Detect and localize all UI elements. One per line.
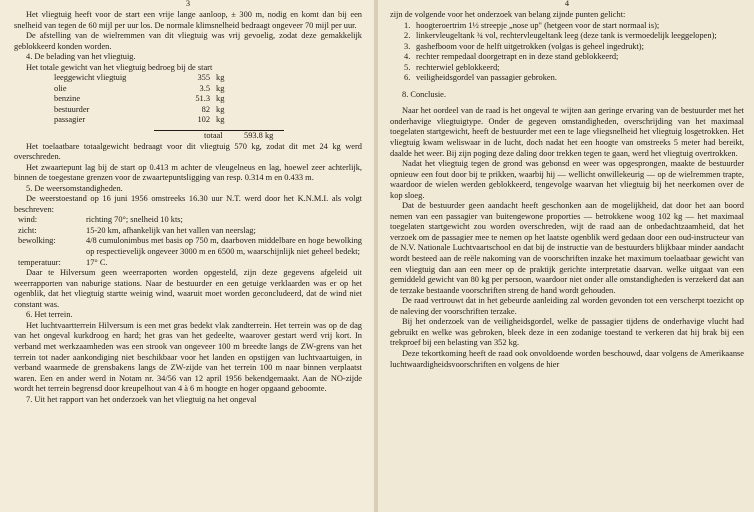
section-heading-4: 4. De belading van het vliegtuig. — [26, 52, 136, 62]
weight-value: 82 — [201, 104, 210, 114]
list-text: veiligheidsgordel van passagier gebroken. — [416, 73, 557, 83]
list-number: 3. — [404, 41, 411, 51]
paragraph: zijn de volgende voor het onderzoek van belang zijnde punten gelicht: — [390, 10, 626, 19]
paragraph: Dat de bestuurder geen aandacht heeft geschonken aan de mogelijkheid, dat door het aan boord nemen van een passagier van buitengewone proporties — betrokkene woog 102 kg — het maximaal toegelaten startgewicht zou worden overschreden, wijt de raad aan de onbedachtzaamheid, dat het verzoek om de passagier mee te nemen op het laatste ogenblik werd gedaan door een oud-instructeur van de N.V. Nationale Luchtvaartschool en dat bij de instructie van de bestuurders blijkbaar minder aandacht wordt besteed aan de reële nakoming van de voorschriften inzake het maximum toelaatbaar gewicht van een vliegtuig dan aan een meer op de praktijk gerichte interpretatie daarvan. welke uitgaat van een gemiddeld gewicht van 80 kg per persoon, waardoor niet onder alle omstandigheden is verzekerd dat aan de terzake bestaande voorschriften streng de hand wordt gehouden. — [390, 201, 744, 295]
list-text: hoogteroertrim 1½ streepje „nose up" (hetgeen voor de start normaal is); — [416, 20, 660, 30]
list-item — [390, 31, 744, 42]
weather-value: 4/8 cumulonimbus met basis op 750 m, daarboven middelbare en hoge bewolking op respectievelijk ongeveer 3000 m en 6500 m, waarschijnlijk niet geheel bedekt; — [86, 236, 362, 257]
paragraph: Deze tekortkoming heeft de raad ook onvoldoende worden beschouwd, daar volgens de Amerikaanse luchtwaardigheidsvoorschriften en volgens de hier — [390, 348, 744, 369]
weight-row — [14, 115, 362, 126]
weight-unit: kg — [216, 83, 225, 93]
weather-key: wind: — [18, 215, 38, 225]
weight-row — [14, 84, 362, 95]
list-text: linkervleugeltank ¾ vol, rechtervleugeltank leeg (deze tank is vermoedelijk leeggelopen); — [416, 31, 717, 41]
paragraph: De weerstoestand op 16 juni 1956 omstreeks 16.30 uur N.T. werd door het K.N.M.I. als volgt beschreven: — [14, 194, 362, 214]
page-number: 3 — [185, 0, 191, 8]
paragraph: Het vliegtuig heeft voor de start een vrije lange aanloop, ± 300 m, nodig en komt dan bij een snelheid van tegen de 60 mijl per uur los. De normale klimsnelheid bedraagt ongeveer 70 mijl per uur. — [14, 10, 362, 30]
list-number: 1. — [404, 20, 411, 30]
list-text: rechter rempedaal doorgetrapt en in deze stand geblokkeerd; — [416, 52, 619, 62]
total-label: totaal — [204, 131, 223, 141]
weather-row — [14, 215, 362, 226]
total-value: 593.8 kg — [244, 131, 274, 141]
weight-value: 51.3 — [195, 94, 210, 104]
weight-label: olie — [54, 83, 67, 93]
weather-value: 17° C. — [86, 257, 108, 267]
weight-value: 3.5 — [199, 83, 210, 93]
weather-key: bewolking: — [18, 236, 56, 246]
weather-row — [14, 226, 362, 237]
weather-key: zicht: — [18, 225, 37, 235]
list-number: 6. — [404, 73, 411, 83]
weather-value: 15-20 km, afhankelijk van het vallen van neerslag; — [86, 225, 256, 235]
paragraph: Het zwaartepunt lag bij de start op 0.413 m achter de vleugelneus en lag, hoewel zeer achterlijk, binnen de toegestane grenzen voor de zwaartepuntsligging van resp. 0.314 m en 0.433 m. — [14, 162, 362, 183]
section-heading-8: 8. Conclusie. — [402, 89, 446, 99]
page-right — [378, 0, 754, 512]
paragraph: De raad vertrouwt dat in het gebeurde aanleiding zal worden gevonden tot een verscherpt toezicht op de naleving der voorschriften terzake. — [390, 296, 744, 316]
weight-unit: kg — [216, 115, 225, 125]
weight-unit: kg — [216, 73, 225, 83]
list-item — [390, 21, 744, 32]
paragraph: De afstelling van de wielremmen van dit vliegtuig was vrij gevoelig, zodat deze gemakkelijk geblokkeerd konden worden. — [14, 31, 362, 51]
page-number: 4 — [564, 0, 570, 8]
list-item — [390, 63, 744, 74]
list-item — [390, 73, 744, 84]
paragraph: Naar het oordeel van de raad is het ongeval te wijten aan geringe ervaring van de bestuurder met het onderhavige vliegtuigtype. Onder de gegeven omstandigheden, overschrijding van het maximaal toegelaten startgewicht, heeft de bestuurder met een te lage vliegsnelheid het vliegtuig losgetrokken. Het vliegtuig kwam weliswaar in de lucht, doch nadat het een hoogte van omstreeks 5 meter had bereikt, daalde het weer. Bij zijn poging deze daling door trekken tegen te gaan, werd het vliegtuig overtrokken. — [390, 106, 744, 158]
paragraph: Daar te Hilversum geen weerraporten worden opgesteld, zijn deze gegevens afgeleid uit weerrapporten van naburige stations. Naar de bestuurder en een getuige verklaarden was er op het ogenblik, dat het vliegtuig startte weinig wind, waaruit moet worden geconcludeerd, dat de wind niet constant was. — [14, 268, 362, 309]
section-heading-6: 6. Het terrein. — [26, 310, 73, 320]
weather-value: richting 70°; snelheid 10 kts; — [86, 215, 183, 225]
paragraph: Nadat het vliegtuig tegen de grond was gebonsd en weer was opgesprongen, maakte de bestuurder opnieuw een fout door bij te prikken, waarbij hij — wellicht onwillekeurig — op de wielremmen trapte, waardoor de wielen werden geblokkeerd, tengevolge waarvan het vliegtuig bij het neerkomen over de kop sloeg. — [390, 159, 744, 200]
paragraph: Het toelaatbare totaalgewicht bedraagt voor dit vliegtuig 570 kg, zodat dit met 24 kg werd overschreden. — [14, 141, 362, 162]
weight-row — [14, 105, 362, 116]
weight-unit: kg — [216, 94, 225, 104]
weight-label: passagier — [54, 115, 86, 125]
weather-row — [14, 236, 362, 257]
list-text: rechterwiel geblokkeerd; — [416, 62, 500, 72]
weight-value: 102 — [197, 115, 210, 125]
page-left — [0, 0, 374, 512]
section-heading-7: 7. Uit het rapport van het onderzoek van het vliegtuig na het ongeval — [26, 394, 257, 404]
weight-label: benzine — [54, 94, 81, 104]
weight-unit: kg — [216, 104, 225, 114]
weight-label: leeggewicht vliegtuig — [54, 73, 127, 83]
list-item — [390, 52, 744, 63]
weight-value: 355 — [197, 73, 210, 83]
list-text: gashefboom voor de helft uitgetrokken (volgas is geheel ingedrukt); — [416, 41, 644, 51]
list-number: 2. — [404, 31, 411, 41]
list-number: 4. — [404, 52, 411, 62]
paragraph: Bij het onderzoek van de veiligheidsgordel, welke de passagier tijdens de onderhavige vlucht had gebruikt en welke was gebroken, bleek deze in een zodanige toestand te verkeren dat hij brak bij een trekproef bij een belasting van 352 kg. — [390, 317, 744, 348]
weather-key: temperatuur: — [18, 257, 61, 267]
weight-row — [14, 94, 362, 105]
section-heading-5: 5. De weersomstandigheden. — [26, 183, 123, 193]
weight-table — [14, 73, 362, 141]
weight-row — [14, 73, 362, 84]
paragraph: Het totale gewicht van het vliegtuig bedroeg bij de start — [26, 62, 213, 72]
paragraph: Het luchtvaartterrein Hilversum is een met gras bedekt vlak zandterrein. Het terrein was op de dag van het ongeval kurkdroog en hard; het gras van het gedeelte, waarover gestart werd vrij kort. In verband met werkzaamheden was een strook van ongeveer 100 m breedte langs de ZW-grens van het terrein tot nader aankondiging niet beschikbaar voor het landen en opstijgen van luchtvaartuigen, in verband waarmede de grensbakens langs de ZW-zijde van het terrein 100 m naar binnen verplaatst waren. Een en ander werd in Notam nr. 34/56 van 12 april 1956 bekendgemaakt. Aan de NO-zijde wordt het terrein begrensd door kreupelhout van 4 à 6 m hoogte en hoger opgaand geboomte. — [14, 320, 362, 394]
list-number: 5. — [404, 62, 411, 72]
weight-label: bestuurder — [54, 104, 90, 114]
weather-row — [14, 258, 362, 269]
weather-list — [14, 215, 362, 268]
findings-list — [390, 21, 744, 84]
weight-total-row — [14, 131, 362, 142]
list-item — [390, 42, 744, 53]
